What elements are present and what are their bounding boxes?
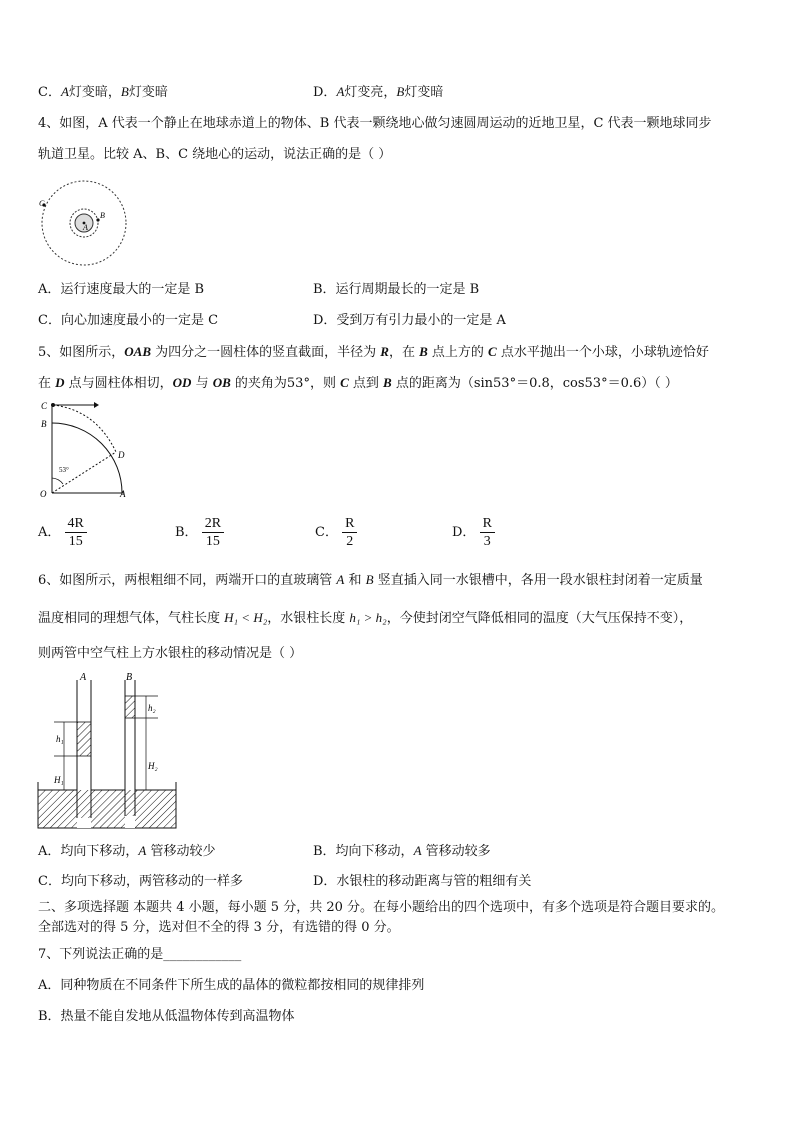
q5-stem-line2: 在 D 点与圆柱体相切，OD 与 OB 的夹角为53°，则 C 点到 B 点的距离为（sin53°＝0.8，cos53°＝0.6）（ ） <box>38 375 678 391</box>
q4-stem-line2: 轨道卫星。比较 A、B、C 绕地心的运动，说法正确的是（ ） <box>38 147 392 162</box>
label-angle: 53° <box>59 466 69 474</box>
tank-mercury <box>38 790 176 828</box>
label-H1: H₁ <box>54 775 64 785</box>
q7-option-a: A．同种物质在不同条件下所生成的晶体的微粒都按相同的规律排列 <box>38 978 425 993</box>
label-d: D <box>118 450 125 460</box>
label-o: O <box>40 489 47 499</box>
q5-option-a: A． $\frac{4R}{15}$ <box>38 515 87 550</box>
tube-a-mercury-column <box>77 722 91 756</box>
label-b: B <box>126 672 133 683</box>
label-h2: h₂ <box>148 703 156 713</box>
label-b: B <box>41 419 47 429</box>
label-c: C <box>39 199 45 208</box>
q6-stem-line2: 温度相同的理想气体，气柱长度 H₁ < H₂，水银柱长度 h₁ > h₂，今使封闭空气降低相同的温度（大气压保持不变）， <box>38 610 693 626</box>
q6-stem-line3: 则两管中空气柱上方水银柱的移动情况是（ ） <box>38 646 303 661</box>
label-c: C <box>41 401 48 411</box>
q3-option-d: D．A灯变亮，B灯变暗 <box>313 84 444 100</box>
q6-stem-line1: 6、如图所示，两根粗细不同，两端开口的直玻璃管 A 和 B 竖直插入同一水银槽中，各用一段水银柱封闭着一定质量 <box>38 572 703 588</box>
label-H2: H₂ <box>148 761 158 771</box>
q7-stem: 7、下列说法正确的是____________ <box>38 947 242 962</box>
q6-option-a: A．均向下移动，A 管移动较少 <box>38 843 216 859</box>
angle-arc <box>52 478 63 484</box>
q6-option-c: C．均向下移动，两管移动的一样多 <box>38 874 243 889</box>
q4-option-a: A．运行速度最大的一定是 B <box>38 282 205 297</box>
quarter-arc <box>52 423 122 493</box>
q6-tube-figure <box>36 672 178 832</box>
q5-option-b: B． $\frac{2R}{15}$ <box>175 515 224 550</box>
q6-option-d: D．水银柱的移动距离与管的粗细有关 <box>313 874 532 889</box>
q3-option-c: C．A灯变暗，B灯变暗 <box>38 84 168 100</box>
label-a: A <box>80 672 87 683</box>
q4-option-d: D．受到万有引力最小的一定是 A <box>313 313 506 328</box>
q5-stem-line1: 5、如图所示，OAB 为四分之一圆柱体的竖直截面，半径为 R，在 B 点上方的 C 点水平抛出一个小球，小球轨迹恰好 <box>38 344 709 360</box>
arrow-head <box>94 402 99 408</box>
label-b: B <box>100 211 105 220</box>
trajectory <box>53 405 116 452</box>
section2-heading-line2: 全部选对的得 5 分，选对但不全的得 3 分，有选错的得 0 分。 <box>38 920 400 935</box>
q5-option-d: D． $\frac{R}{3}$ <box>452 515 495 550</box>
q4-option-b: B．运行周期最长的一定是 B <box>313 282 480 297</box>
q6-option-b: B．均向下移动，A 管移动较多 <box>313 843 491 859</box>
q7-option-b: B．热量不能自发地从低温物体传到高温物体 <box>38 1009 295 1024</box>
q5-cylinder-figure <box>36 398 136 500</box>
tube-b-bottom-mercury <box>125 790 135 816</box>
q4-option-c: C．向心加速度最小的一定是 C <box>38 313 219 328</box>
q4-orbit-figure <box>38 178 130 270</box>
q4-stem-line1: 4、如图，A 代表一个静止在地球赤道上的物体、B 代表一颗绕地心做匀速圆周运动的近地卫星，C 代表一颗地球同步 <box>38 116 712 131</box>
label-a: A <box>83 223 88 232</box>
q5-option-c: C． $\frac{R}{2}$ <box>315 515 357 550</box>
label-h1: h₁ <box>56 734 64 744</box>
section2-heading-line1: 二、多项选择题 本题共 4 小题，每小题 5 分，共 20 分。在每小题给出的四个选项中，有多个选项是符合题目要求的。 <box>38 900 725 915</box>
label-a: A <box>120 489 126 499</box>
tube-a-bottom-mercury <box>77 790 91 818</box>
tube-b-mercury-column <box>125 696 135 718</box>
